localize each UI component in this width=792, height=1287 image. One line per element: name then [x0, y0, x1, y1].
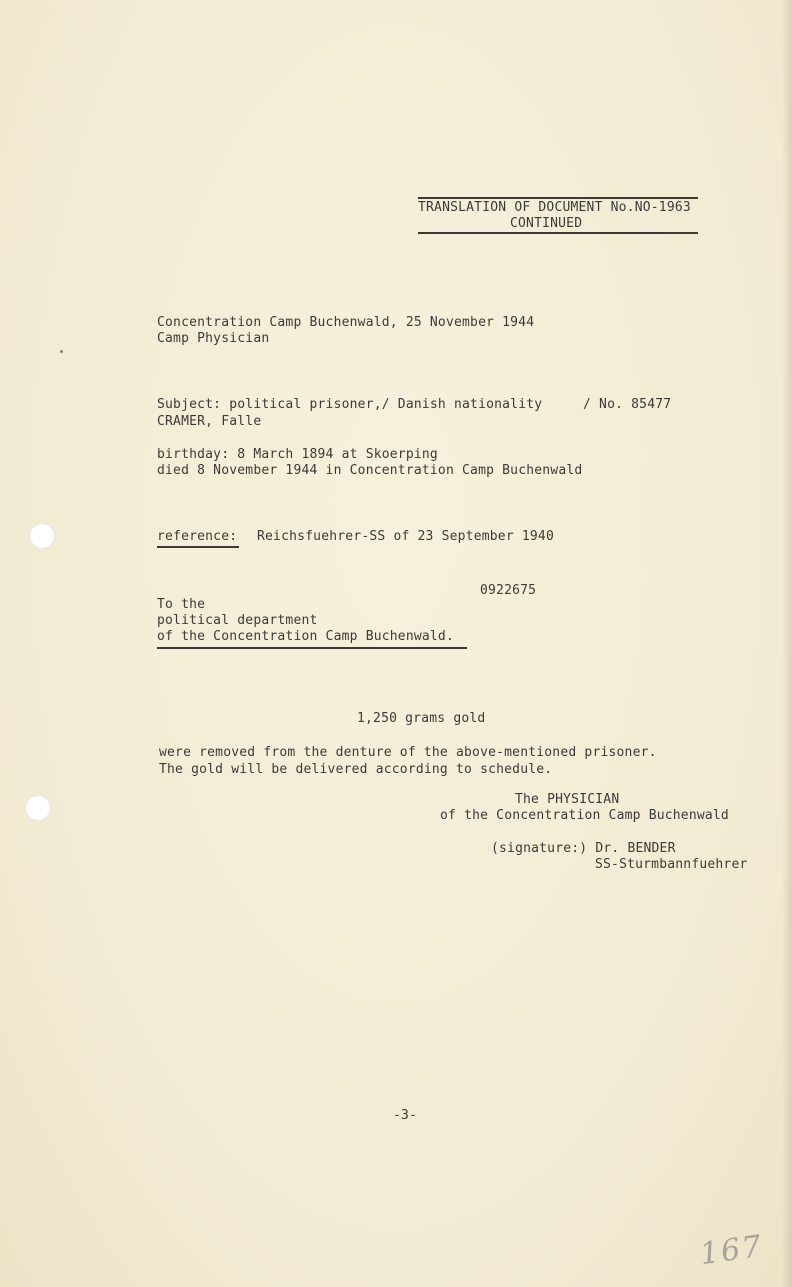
- place-date: Concentration Camp Buchenwald, 25 November 1944: [157, 315, 535, 330]
- file-number: 0922675: [480, 583, 537, 598]
- recipient-line-2: political department: [157, 613, 318, 628]
- page-edge-shadow: [782, 0, 792, 1287]
- prisoner-name: CRAMER, Falle: [157, 414, 262, 429]
- gold-amount: 1,250 grams gold: [357, 711, 486, 726]
- paper-speck: [60, 350, 63, 353]
- recipient-underline: [157, 647, 467, 649]
- body-line-2: The gold will be delivered according to schedule.: [159, 762, 553, 777]
- office: Camp Physician: [157, 331, 270, 346]
- signatory-title: The PHYSICIAN: [515, 792, 620, 807]
- subject-line: Subject: political prisoner,/ Danish nationality: [157, 397, 543, 412]
- body-line-1: were removed from the denture of the above-mentioned prisoner.: [159, 745, 657, 760]
- signatory-title-2: of the Concentration Camp Buchenwald: [440, 808, 729, 823]
- header-bottom-rule: [418, 232, 698, 234]
- header-top-rule: [418, 197, 698, 199]
- reference-text: Reichsfuehrer-SS of 23 September 1940: [257, 529, 554, 544]
- birthday-line: birthday: 8 March 1894 at Skoerping: [157, 447, 438, 462]
- prisoner-number: / No. 85477: [583, 397, 672, 412]
- reference-underline: [157, 546, 239, 548]
- handwritten-folio-number: 167: [697, 1228, 766, 1273]
- page-number: -3-: [393, 1108, 418, 1123]
- died-line: died 8 November 1944 in Concentration Camp Buchenwald: [157, 463, 583, 478]
- document-subtitle: CONTINUED: [510, 216, 583, 231]
- reference-label: reference:: [157, 529, 238, 544]
- punch-hole-top: [29, 523, 55, 549]
- document-title: TRANSLATION OF DOCUMENT No.NO-1963: [418, 200, 691, 215]
- punch-hole-bottom: [25, 795, 51, 821]
- recipient-line-1: To the: [157, 597, 206, 612]
- signature-line: (signature:) Dr. BENDER: [491, 841, 676, 856]
- recipient-line-3: of the Concentration Camp Buchenwald.: [157, 629, 454, 644]
- signatory-rank: SS-Sturmbannfuehrer: [595, 857, 748, 872]
